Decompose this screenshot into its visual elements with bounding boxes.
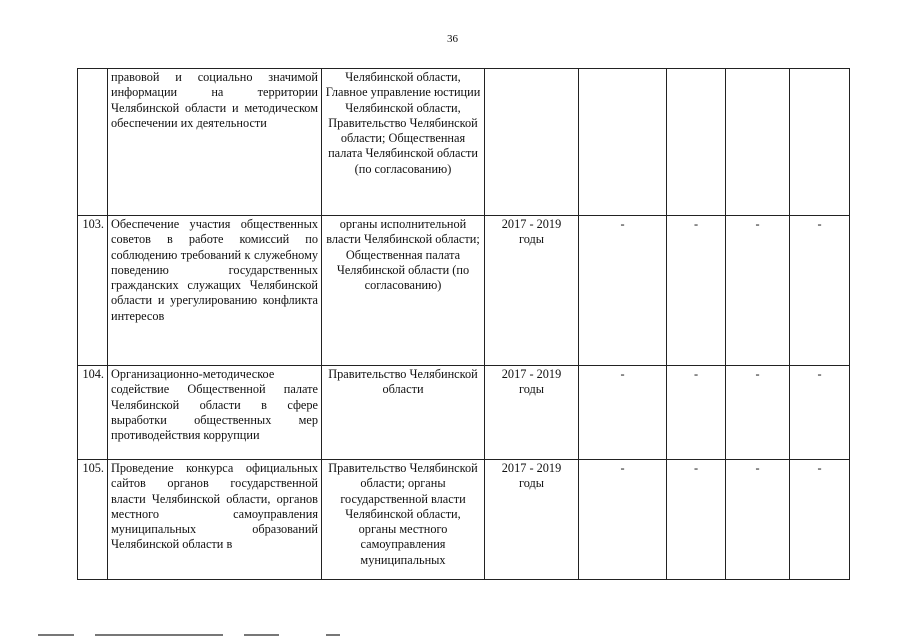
funding-value: -	[579, 460, 667, 580]
measure-executors: Правительство Челябинской области; органы государственной власти Челябинской области, органы местного самоуправления муниципальных	[322, 460, 485, 580]
funding-value: -	[790, 366, 850, 460]
funding-value: -	[667, 460, 726, 580]
table-row	[78, 366, 850, 460]
measure-description: Организационно-методическое содействие Общественной палате Челябинской области в сфере выработки общественных мер противодействия коррупции	[108, 366, 322, 460]
measure-term	[485, 69, 579, 216]
funding-value: -	[726, 460, 790, 580]
row-number: 104.	[78, 366, 108, 460]
funding-value: -	[726, 216, 790, 366]
measure-executors: органы исполнительной власти Челябинской области; Общественная палата Челябинской области (по согласованию)	[322, 216, 485, 366]
funding-value: -	[790, 216, 850, 366]
measure-description: правовой и социально значимой информации на территории Челябинской области и методическом обеспечении их деятельности	[108, 69, 322, 216]
row-number: 103.	[78, 216, 108, 366]
footer-rule	[244, 634, 279, 636]
funding-value: -	[579, 216, 667, 366]
funding-value	[726, 69, 790, 216]
funding-value: -	[579, 366, 667, 460]
row-number: 105.	[78, 460, 108, 580]
measure-term: 2017 - 2019 годы	[485, 216, 579, 366]
funding-value: -	[726, 366, 790, 460]
measure-description: Проведение конкурса официальных сайтов органов государственной власти Челябинской области, органов местного самоуправления муниципальных образований Челябинской области в	[108, 460, 322, 580]
row-number	[78, 69, 108, 216]
table-row	[78, 460, 850, 580]
measure-executors: Правительство Челябинской области	[322, 366, 485, 460]
measure-term: 2017 - 2019 годы	[485, 460, 579, 580]
footer-rule	[326, 634, 340, 636]
funding-value	[790, 69, 850, 216]
page-number: 36	[447, 33, 458, 45]
measure-term: 2017 - 2019 годы	[485, 366, 579, 460]
footer-rule	[38, 634, 74, 636]
measures-table	[77, 68, 850, 580]
footer-rule	[95, 634, 223, 636]
measure-executors: Челябинской области, Главное управление юстиции Челябинской области, Правительство Челябинской области; Общественная палата Челябинской области (по согласованию)	[322, 69, 485, 216]
funding-value	[667, 69, 726, 216]
table-row	[78, 69, 850, 216]
table-row	[78, 216, 850, 366]
funding-value: -	[667, 216, 726, 366]
funding-value: -	[790, 460, 850, 580]
funding-value	[579, 69, 667, 216]
funding-value: -	[667, 366, 726, 460]
measure-description: Обеспечение участия общественных советов в работе комиссий по соблюдению требований к служебному поведению государственных гражданских служащих Челябинской области и урегулированию конфликта интересов	[108, 216, 322, 366]
